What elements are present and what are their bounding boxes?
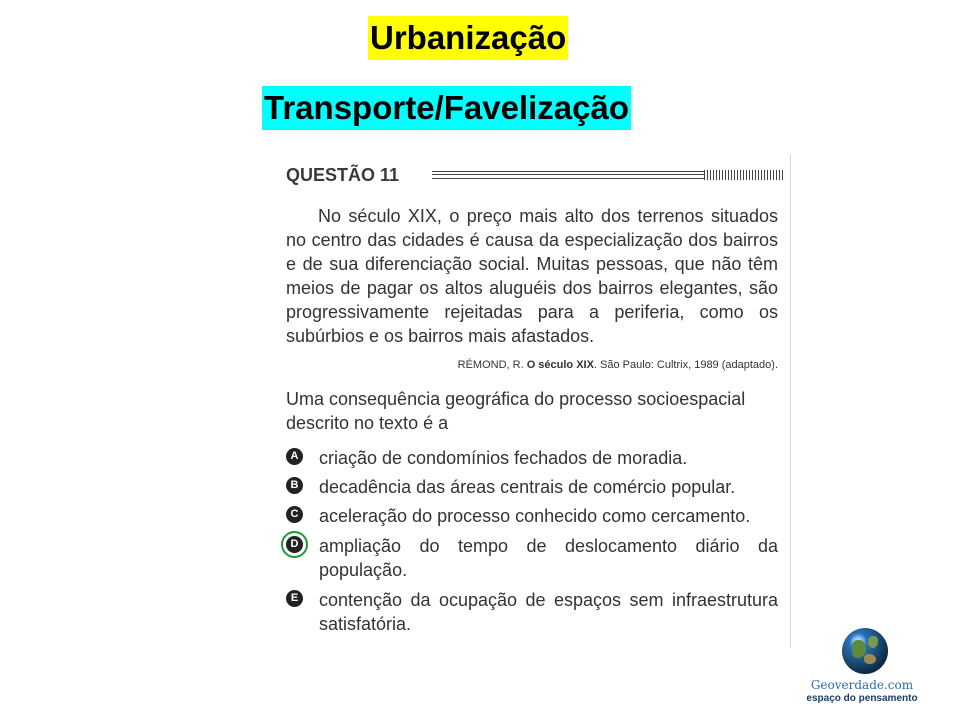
logo-name: Geoverdade.com [810,678,914,692]
option-e-badge: E [286,590,303,607]
passage-citation [458,358,778,372]
citation-work: O século XIX [526,359,594,371]
option-b-text: decadência das áreas centrais de comércio popular. [319,477,736,497]
globe-icon [842,628,888,674]
question-label: QUESTÃO 11 [286,165,400,185]
option-d-badge: D [286,536,303,553]
correct-answer-ring [281,531,308,558]
header-ticks [704,170,784,180]
question-passage: No século XIX, o preço mais alto dos terrenos situados no centro das cidades é causa da especialização dos bairros e de sua diferenciação social. Muitas pessoas, que não têm meios de pagar os altos aluguéis dos bairros elegantes, são progressivamente rejeitadas para a periferia, como os subúrbios e os bairros mais afastados. [286,206,778,346]
option-c-text: aceleração do processo conhecido como cercamento. [319,506,751,526]
header-rule [432,171,704,179]
logo-tagline: espaço do pensamento [806,693,918,704]
option-d-text: ampliação do tempo de deslocamento diário da população. [319,536,778,580]
question-header [286,164,780,186]
question-prompt: Uma consequência geográfica do processo socioespacial descrito no texto é a [286,389,746,433]
option-a-text: criação de condomínios fechados de moradia. [319,448,688,468]
option-b-badge: B [286,477,303,494]
page-subtitle: Transporte/Favelização [262,86,631,130]
option-a-badge: A [286,448,303,465]
option-c-badge: C [286,506,303,523]
citation-details: . São Paulo: Cultrix, 1989 (adaptado). [593,359,778,371]
citation-author: RÉMOND, R. [457,359,524,371]
option-e-text: contenção da ocupação de espaços sem infraestrutura satisfatória. [319,590,778,634]
question-sheet [280,154,791,648]
page-title: Urbanização [368,16,568,60]
geoverdade-logo[interactable] [806,626,918,710]
